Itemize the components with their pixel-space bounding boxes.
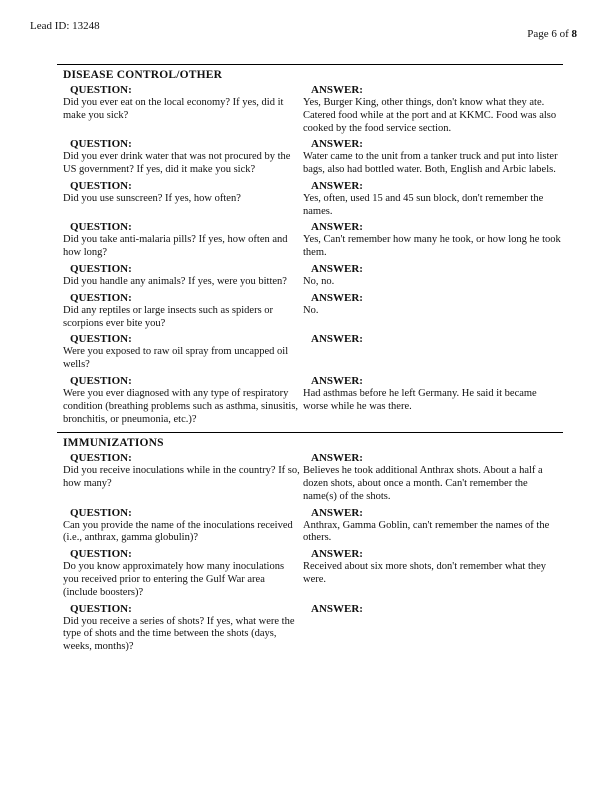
question-column xyxy=(57,603,303,654)
question-column xyxy=(57,138,303,177)
question-column xyxy=(57,333,303,372)
question-label: QUESTION: xyxy=(70,506,132,519)
question-column xyxy=(57,292,303,331)
page-header xyxy=(0,0,611,40)
question-text: Can you provide the name of the inoculations received (i.e., anthrax, gamma globulin)? xyxy=(63,519,293,544)
qa-row xyxy=(57,333,563,372)
answer-text: Believes he took additional Anthrax shots. About a half a dozen shots, about once a month. Can't remember the name(s) of the shots. xyxy=(303,465,543,502)
answer-text: Had asthmas before he left Germany. He said it became worse while he was there. xyxy=(303,387,537,412)
qa-row xyxy=(57,548,563,599)
section-disease-control xyxy=(57,64,563,426)
section-title: IMMUNIZATIONS xyxy=(63,437,164,450)
question-column xyxy=(57,375,303,426)
answer-label: ANSWER: xyxy=(311,221,363,234)
question-label: QUESTION: xyxy=(70,291,132,304)
answer-column xyxy=(303,333,563,372)
qa-row xyxy=(57,603,563,654)
answer-text: Received about six more shots, don't remember what they were. xyxy=(303,561,547,585)
answer-label: ANSWER: xyxy=(311,506,363,519)
question-text: Do you know approximately how many inoculations you received prior to entering the Gulf War area (include boosters)? xyxy=(63,561,285,598)
page-number-prefix: Page 6 of xyxy=(527,28,569,40)
page-number-total: 8 xyxy=(571,28,577,40)
qa-row xyxy=(57,84,563,135)
answer-text: Yes, Can't remember how many he took, or how long he took them. xyxy=(303,234,561,259)
question-column xyxy=(57,84,303,135)
answer-column xyxy=(303,507,563,546)
question-text: Were you ever diagnosed with any type of respiratory condition (breathing problems such as asthma, sinusitis, bronchitis, or pneumonia, etc.)? xyxy=(63,387,299,425)
answer-text: No, no. xyxy=(303,276,335,288)
question-column xyxy=(57,507,303,546)
question-text: Did you use sunscreen? If yes, how often? xyxy=(63,192,241,204)
qa-row xyxy=(57,221,563,260)
question-label: QUESTION: xyxy=(70,221,132,234)
answer-text: Yes, Burger King, other things, don't know what they ate. Catered food while at the port and at KKMC. Food was also cooked by the food service section. xyxy=(303,96,557,134)
answer-column xyxy=(303,375,563,426)
document-content xyxy=(57,64,563,654)
answer-column xyxy=(303,221,563,260)
question-text: Did you take anti-malaria pills? If yes, how often and how long? xyxy=(63,234,288,259)
answer-column xyxy=(303,84,563,135)
answer-label: ANSWER: xyxy=(311,333,363,346)
question-label: QUESTION: xyxy=(70,452,132,465)
answer-label: ANSWER: xyxy=(311,84,363,96)
answer-label: ANSWER: xyxy=(311,291,363,304)
answer-column xyxy=(303,603,563,654)
answer-label: ANSWER: xyxy=(311,374,363,387)
qa-row xyxy=(57,375,563,426)
question-text: Did you receive a series of shots? If yes, what were the type of shots and the time between the shots (days, weeks, months)? xyxy=(63,615,295,653)
question-text: Did you receive inoculations while in the country? If so, how many? xyxy=(63,465,300,490)
question-column xyxy=(57,180,303,219)
answer-label: ANSWER: xyxy=(311,179,363,192)
page-number xyxy=(527,20,577,40)
question-text: Were you exposed to raw oil spray from uncapped oil wells? xyxy=(63,346,289,371)
qa-row xyxy=(57,263,563,289)
answer-column xyxy=(303,548,563,599)
question-label: QUESTION: xyxy=(70,333,132,346)
answer-text: Yes, often, used 15 and 45 sun block, don't remember the names. xyxy=(303,192,544,217)
question-text: Did you ever drink water that was not procured by the US government? If yes, did it make you sick? xyxy=(63,151,291,176)
qa-row xyxy=(57,138,563,177)
question-text: Did you ever eat on the local economy? If yes, did it make you sick? xyxy=(63,96,284,121)
lead-id: Lead ID: 13248 xyxy=(30,20,100,32)
answer-text: Anthrax, Gamma Goblin, can't remember the names of the others. xyxy=(303,519,550,544)
answer-label: ANSWER: xyxy=(311,138,363,151)
question-column xyxy=(57,263,303,289)
answer-column xyxy=(303,292,563,331)
section-immunizations xyxy=(57,432,563,654)
answer-column xyxy=(303,138,563,177)
answer-column xyxy=(303,180,563,219)
question-label: QUESTION: xyxy=(70,263,132,276)
answer-column xyxy=(303,452,563,503)
question-label: QUESTION: xyxy=(70,374,132,387)
answer-label: ANSWER: xyxy=(311,602,363,615)
answer-label: ANSWER: xyxy=(311,452,363,465)
qa-row xyxy=(57,507,563,546)
question-label: QUESTION: xyxy=(70,602,132,615)
qa-row xyxy=(57,452,563,503)
answer-label: ANSWER: xyxy=(311,548,363,561)
qa-row xyxy=(57,292,563,331)
question-text: Did any reptiles or large insects such as spiders or scorpions ever bite you? xyxy=(63,304,274,329)
question-column xyxy=(57,452,303,503)
question-label: QUESTION: xyxy=(70,138,132,151)
question-column xyxy=(57,548,303,599)
question-column xyxy=(57,221,303,260)
question-label: QUESTION: xyxy=(70,84,132,96)
question-label: QUESTION: xyxy=(70,179,132,192)
answer-column xyxy=(303,263,563,289)
question-label: QUESTION: xyxy=(70,548,132,561)
answer-text: Water came to the unit from a tanker truck and put into lister bags, also had bottled water. Both, English and Arbic labels. xyxy=(303,151,558,176)
qa-row xyxy=(57,180,563,219)
answer-text: No. xyxy=(303,304,319,316)
question-text: Did you handle any animals? If yes, were you bitten? xyxy=(63,276,287,288)
answer-label: ANSWER: xyxy=(311,263,363,276)
section-title: DISEASE CONTROL/OTHER xyxy=(63,69,223,81)
